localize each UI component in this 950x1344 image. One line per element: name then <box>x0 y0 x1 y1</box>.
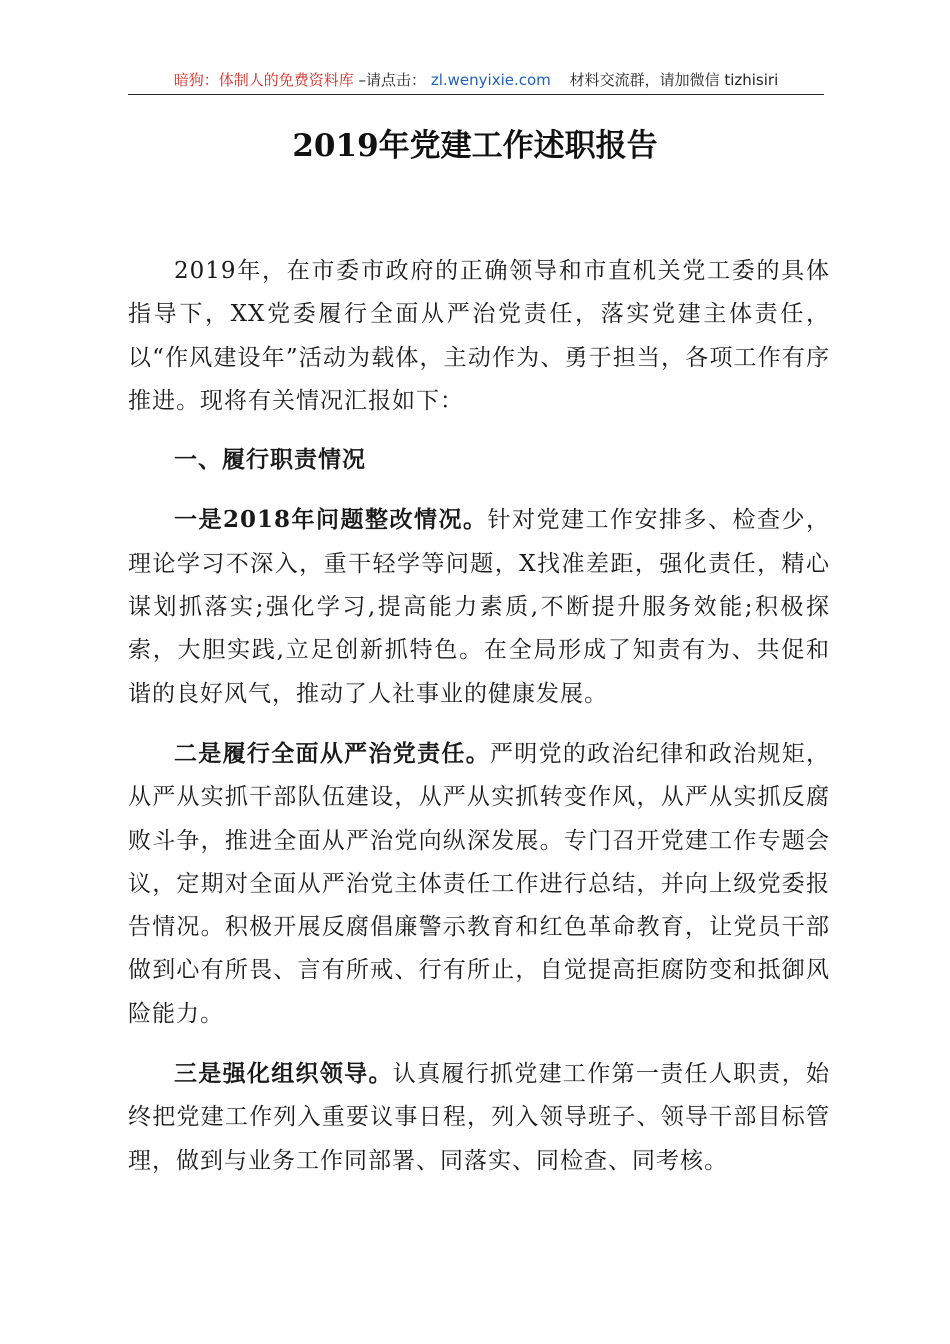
item-1-text: 针对党建工作安排多、检查少，理论学习不深入，重干轻学等问题，X找准差距，强化责任，精心谋划抓落实;强化学习,提高能力素质,不断提升服务效能;积极探索，大胆实践,立足创新抓特色。在全局形成了知责有为、共促和谐的良好风气，推动了人社事业的健康发展。 <box>128 507 831 707</box>
item-1-lead: 一是2018年问题整改情况。 <box>174 506 488 534</box>
item-2-text: 严明党的政治纪律和政治规矩，从严从实抓干部队伍建设，从严从实抓转变作风，从严从实抓反腐败斗争，推进全面从严治党向纵深发展。专门召开党建工作专题会议，定期对全面从严治党主体责任工作进行总结，并向上级党委报告情况。积极开展反腐倡廉警示教育和红色革命教育，让党员干部做到心有所畏、言有所戒、行有所止，自觉提高拒腐防变和抵御风险能力。 <box>128 740 831 1027</box>
paragraph-item-3 <box>128 1052 830 1183</box>
paragraph-item-2 <box>128 732 830 1036</box>
section-heading: 一、履行职责情况 <box>174 447 366 474</box>
paragraph-item-1 <box>128 498 830 715</box>
intro-paragraph: 2019年，在市委市政府的正确领导和市直机关党工委的具体指导下，XX党委履行全面从严治党责任，落实党建主体责任，以“作风建设年”活动为载体，主动作为、勇于担当，各项工作有序推进。现将有关情况汇报如下： <box>128 258 830 414</box>
item-3-text: 认真履行抓党建工作第一责任人职责，始终把党建工作列入重要议事日程，列入领导班子、领导干部目标管理，做到与业务工作同部署、同落实、同检查、同考核。 <box>128 1061 831 1174</box>
item-2-lead: 二是履行全面从严治党责任。 <box>174 739 490 767</box>
header-brand: 暗狗：体制人的免费资料库 <box>173 71 354 89</box>
document-title: 2019年党建工作述职报告 <box>292 128 658 164</box>
header-contact: 材料交流群，请加微信 tizhisiri <box>569 71 779 89</box>
item-3-lead: 三是强化组织领导。 <box>174 1060 393 1088</box>
document-body <box>128 250 830 1183</box>
header-prompt: –请点击： <box>358 71 427 89</box>
watermark-header <box>128 68 824 95</box>
header-link[interactable]: zl.wenyixie.com <box>430 71 551 89</box>
